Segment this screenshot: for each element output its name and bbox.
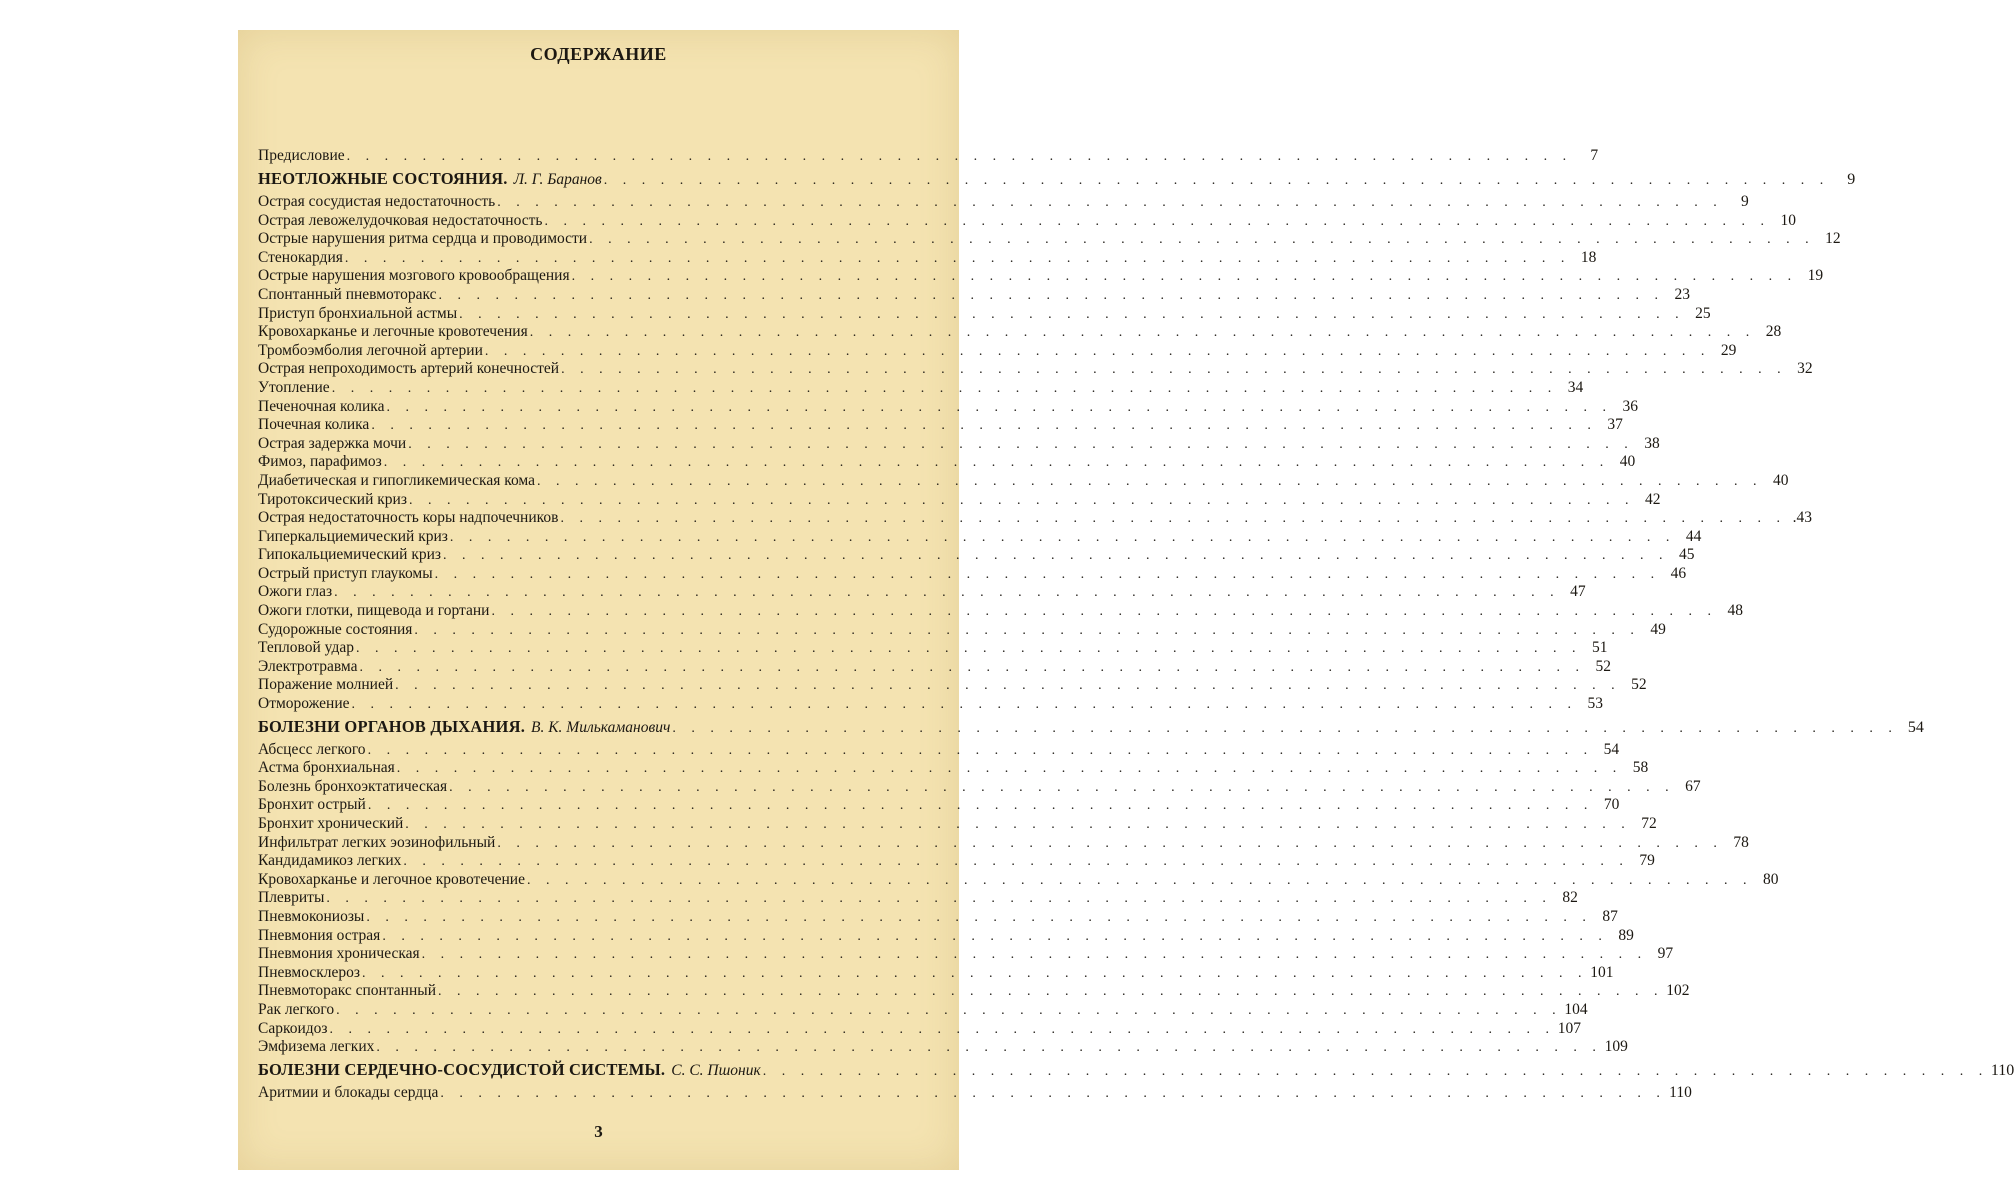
toc-entry-title: Аритмии и блокады сердца — [258, 1083, 439, 1101]
toc-section-heading — [258, 168, 1856, 190]
toc-entry-title: Болезнь бронхоэктатическая — [258, 777, 448, 795]
toc-page-number: 28 — [1765, 323, 1782, 341]
toc-entry — [258, 657, 1611, 677]
toc-entry-title: НЕОТЛОЖНЫЕ СОСТОЯНИЯ. — [258, 169, 508, 188]
toc-section-heading — [258, 716, 1924, 738]
dot-leader: . . . . . . . . . . . . . . . . . . . . . . . . . . . . . . . . . . . . . . . . . . . . . . . . . . . . . . . . . . . . . . . . . — [434, 566, 1661, 582]
toc-entry — [258, 248, 1597, 268]
dot-leader: . . . . . . . . . . . . . . . . . . . . . . . . . . . . . . . . . . . . . . . . . . . . . . . . . . . . . . . . . . . . . . . . . — [449, 779, 1675, 795]
toc-page-number: 12 — [1825, 230, 1841, 248]
toc-entry-title: Предисловие — [258, 147, 345, 164]
toc-page-number: 54 — [1907, 718, 1924, 736]
toc-entry-title: Острая непроходимость артерий конечностей — [258, 360, 560, 378]
toc-entry-title: Кандидамикоз легких — [258, 852, 402, 870]
toc-page-number: 19 — [1807, 267, 1824, 285]
toc-entry-title: Ожоги глаз — [258, 583, 333, 601]
toc-page-number: 36 — [1622, 397, 1638, 415]
dot-leader: . . . . . . . . . . . . . . . . . . . . . . . . . . . . . . . . . . . . . . . . . . . . . . . . . . . . . . . . . . . . . . . . . — [396, 761, 1623, 777]
toc-page-number: 42 — [1644, 490, 1661, 508]
toc-entry-title: Спонтанный пневмоторакс — [258, 285, 437, 303]
toc-entry — [258, 378, 1584, 398]
toc-entry-title: Печеночная колика — [258, 397, 385, 415]
toc-entry-title: Острые нарушения мозгового кровообращения — [258, 267, 570, 285]
dot-leader: . . . . . . . . . . . . . . . . . . . . . . . . . . . . . . . . . . . . . . . . . . . . . . . . . . . . . . . . . . . . . . . . . — [326, 891, 1552, 907]
dot-leader: . . . . . . . . . . . . . . . . . . . . . . . . . . . . . . . . . . . . . . . . . . . . . . . . . . . . . . . . . . . . . . . . . — [561, 362, 1787, 378]
toc-entry — [258, 852, 1655, 871]
toc-entry — [258, 583, 1586, 602]
toc-entry — [258, 833, 1749, 853]
toc-page-number: 104 — [1564, 1000, 1588, 1018]
toc-entry — [258, 676, 1647, 695]
toc-entry-title: Тиротоксический криз — [258, 490, 407, 508]
toc-entry — [258, 323, 1782, 342]
toc-entry — [258, 360, 1813, 379]
toc-entry-title: Саркоидоз — [258, 1019, 328, 1037]
dot-leader: . . . . . . . . . . . . . . . . . . . . . . . . . . . . . . . . . . . . . . . . . . . . . . . . . . . . . . . . . . . . . . . . . — [346, 149, 1573, 164]
dot-leader: . . . . . . . . . . . . . . . . . . . . . . . . . . . . . . . . . . . . . . . . . . . . . . . . . . . . . . . . . . . . . . . . . — [376, 1040, 1602, 1056]
toc-page-number: 110 — [1669, 1083, 1692, 1101]
dot-leader: . . . . . . . . . . . . . . . . . . . . . . . . . . . . . . . . . . . . . . . . . . . . . . . . . . . . . . . . . . . . . . . . . — [672, 720, 1898, 736]
toc-page-number: 79 — [1639, 852, 1655, 870]
toc-page-number: 25 — [1695, 304, 1711, 322]
dot-leader: . . . . . . . . . . . . . . . . . . . . . . . . . . . . . . . . . . . . . . . . . . . . . . . . . . . . . . . . . . . . . . . . . — [355, 641, 1582, 657]
toc-page-number: 51 — [1591, 639, 1608, 657]
dot-leader: . . . . . . . . . . . . . . . . . . . . . . . . . . . . . . . . . . . . . . . . . . . . . . . . . . . . . . . . . . . . . . . . . — [449, 529, 1676, 545]
toc-entry-title: Бронхит хронический — [258, 815, 404, 832]
toc-entry — [258, 926, 1634, 946]
toc-page-number: 40 — [1773, 471, 1789, 489]
toc-entry — [258, 453, 1636, 472]
toc-page-number: 101 — [1590, 963, 1614, 981]
toc-entry — [258, 945, 1674, 964]
toc-page-number: 52 — [1595, 657, 1611, 675]
page-number: 3 — [594, 1122, 603, 1141]
toc-entry-title: Острая недостаточность коры надпочечников — [258, 509, 559, 527]
toc-page-number: 89 — [1618, 926, 1634, 944]
toc-page-number: 107 — [1557, 1019, 1582, 1037]
dot-leader: . . . . . . . . . . . . . . . . . . . . . . . . . . . . . . . . . . . . . . . . . . . . . . . . . . . . . . . . . . . . . . . . . — [459, 306, 1685, 322]
toc-entry-title: Астма бронхиальная — [258, 759, 395, 777]
dot-leader: . . . . . . . . . . . . . . . . . . . . . . . . . . . . . . . . . . . . . . . . . . . . . . . . . . . . . . . . . . . . . . . . . — [362, 965, 1588, 981]
toc-entry — [258, 434, 1660, 454]
toc-entry-title: Инфильтрат легких эозинофильный — [258, 833, 496, 851]
toc-page-number: 80 — [1762, 870, 1779, 888]
toc-page-number: 48 — [1727, 602, 1743, 620]
toc-page-number: 7 — [1590, 147, 1599, 164]
toc-entry-title: БОЛЕЗНИ СЕРДЕЧНО-СОСУДИСТОЙ СИСТЕМЫ. — [258, 1059, 666, 1079]
toc-page-number: 45 — [1679, 546, 1695, 564]
toc-page-number: 67 — [1685, 777, 1701, 795]
toc-section-author: Л. Г. Баранов — [513, 171, 602, 188]
toc-entry-title: Тромбоэмболия легочной артерии — [258, 341, 483, 359]
toc-entry-title: Судорожные состояния — [258, 620, 413, 638]
page-heading: СОДЕРЖАНИЕ — [530, 44, 667, 64]
dot-leader: . . . . . . . . . . . . . . . . . . . . . . . . . . . . . . . . . . . . . . . . . . . . . . . . . . . . . . . . . . . . . . . . . — [367, 742, 1594, 758]
dot-leader: . . . . . . . . . . . . . . . . . . . . . . . . . . . . . . . . . . . . . . . . . . . . . . . . . . . . . . . . . . . . . . . . . — [329, 1021, 1556, 1037]
dot-leader: . . . . . . . . . . . . . . . . . . . . . . . . . . . . . . . . . . . . . . . . . . . . . . . . . . . . . . . . . . . . . . . . . — [443, 548, 1669, 564]
dot-leader: . . . . . . . . . . . . . . . . . . . . . . . . . . . . . . . . . . . . . . . . . . . . . . . . . . . . . . . . . . . . . . . . . — [560, 511, 1786, 527]
toc-entry-title: Ожоги глотки, пищевода и гортани — [258, 602, 490, 620]
toc-entry — [258, 1083, 1692, 1103]
dot-leader: . . . . . . . . . . . . . . . . . . . . . . . . . . . . . . . . . . . . . . . . . . . . . . . . . . . . . . . . . . . . . . . . . — [351, 697, 1577, 713]
toc-entry — [258, 564, 1687, 584]
dot-leader: . . . . . . . . . . . . . . . . . . . . . . . . . . . . . . . . . . . . . . . . . . . . . . . . . . . . . . . . . . . . . . . . . — [405, 817, 1631, 832]
toc-entry — [258, 285, 1691, 305]
toc-page-number: 34 — [1567, 378, 1584, 396]
toc-entry-title: Гиперкальциемический криз — [258, 527, 448, 545]
toc-entry — [258, 907, 1618, 927]
toc-entry — [258, 416, 1623, 435]
toc-entry — [258, 815, 1657, 834]
dot-leader: . . . . . . . . . . . . . . . . . . . . . . . . . . . . . . . . . . . . . . . . . . . . . . . . . . . . . . . . . . . . . . . . . — [526, 872, 1753, 888]
toc-page-number: 40 — [1619, 453, 1636, 471]
toc-entry-title: Острая левожелудочковая недостаточность — [258, 211, 543, 229]
toc-page-number: 102 — [1666, 982, 1690, 1000]
dot-leader: . . . . . . . . . . . . . . . . . . . . . . . . . . . . . . . . . . . . . . . . . . . . . . . . . . . . . . . . . . . . . . . . . — [438, 984, 1664, 1000]
toc-entry — [258, 1000, 1588, 1020]
toc-page-number: 97 — [1657, 945, 1674, 963]
toc-entry — [258, 777, 1701, 797]
dot-leader: . . . . . . . . . . . . . . . . . . . . . . . . . . . . . . . . . . . . . . . . . . . . . . . . . . . . . . . . . . . . . . . . . — [386, 399, 1612, 415]
toc-entry-title: Стенокардия — [258, 248, 343, 266]
dot-leader: . . . . . . . . . . . . . . . . . . . . . . . . . . . . . . . . . . . . . . . . . . . . . . . . . . . . . . . . . . . . . . . . . — [367, 798, 1594, 814]
toc-entry — [258, 230, 1841, 249]
dot-leader: . . . . . . . . . . . . . . . . . . . . . . . . . . . . . . . . . . . . . . . . . . . . . . . . . . . . . . . . . . . . . . . . . — [440, 1085, 1666, 1101]
dot-leader: . . . . . . . . . . . . . . . . . . . . . . . . . . . . . . . . . . . . . . . . . . . . . . . . . . . . . . . . . . . . . . . . . — [395, 678, 1621, 694]
toc-entry — [258, 146, 1599, 166]
dot-leader: . . . . . . . . . . . . . . . . . . . . . . . . . . . . . . . . . . . . . . . . . . . . . . . . . . . . . . . . . . . . . . . . . — [438, 287, 1665, 303]
toc-entry-title: Фимоз, парафимоз — [258, 453, 382, 471]
dot-leader: . . . . . . . . . . . . . . . . . . . . . . . . . . . . . . . . . . . . . . . . . . . . . . . . . . . . . . . . . . . . . . . . . — [421, 947, 1648, 963]
dot-leader: . . . . . . . . . . . . . . . . . . . . . . . . . . . . . . . . . . . . . . . . . . . . . . . . . . . . . . . . . . . . . . . . . — [414, 622, 1640, 638]
dot-leader: . . . . . . . . . . . . . . . . . . . . . . . . . . . . . . . . . . . . . . . . . . . . . . . . . . . . . . . . . . . . . . . . . — [336, 1002, 1562, 1018]
dot-leader: . . . . . . . . . . . . . . . . . . . . . . . . . . . . . . . . . . . . . . . . . . . . . . . . . . . . . . . . . . . . . . . . . — [762, 1063, 1989, 1079]
toc-entry-title: Утопление — [258, 378, 330, 396]
toc-entry — [258, 267, 1824, 286]
toc-entry — [258, 740, 1620, 760]
toc-entry — [258, 1019, 1582, 1039]
toc-entry — [258, 889, 1578, 908]
dot-leader: . . . . . . . . . . . . . . . . . . . . . . . . . . . . . . . . . . . . . . . . . . . . . . . . . . . . . . . . . . . . . . . . . — [537, 473, 1763, 489]
toc-page-number: 47 — [1570, 583, 1586, 601]
dot-leader: . . . . . . . . . . . . . . . . . . . . . . . . . . . . . . . . . . . . . . . . . . . . . . . . . . . . . . . . . . . . . . . . . — [529, 325, 1756, 341]
toc-page-number: 29 — [1720, 341, 1737, 359]
dot-leader: . . . . . . . . . . . . . . . . . . . . . . . . . . . . . . . . . . . . . . . . . . . . . . . . . . . . . . . . . . . . . . . . . — [382, 928, 1608, 944]
toc-page-number: 78 — [1733, 833, 1749, 851]
dot-leader: . . . . . . . . . . . . . . . . . . . . . . . . . . . . . . . . . . . . . . . . . . . . . . . . . . . . . . . . . . . . . . . . . — [331, 380, 1558, 396]
toc-section-heading — [258, 1059, 2014, 1081]
dot-leader: . . . . . . . . . . . . . . . . . . . . . . . . . . . . . . . . . . . . . . . . . . . . . . . . . . . . . . . . . . . . . . . . . — [544, 213, 1770, 229]
toc-page-number: 44 — [1685, 527, 1702, 545]
dot-leader: . . . . . . . . . . . . . . . . . . . . . . . . . . . . . . . . . . . . . . . . . . . . . . . . . . . . . . . . . . . . . . . . . — [383, 455, 1610, 471]
toc-page-number: 58 — [1632, 759, 1649, 777]
toc-entry — [258, 796, 1620, 815]
dot-leader: . . . . . . . . . . . . . . . . . . . . . . . . . . . . . . . . . . . . . . . . . . . . . . . . . . . . . . . . . . . . . . . . . — [366, 909, 1592, 925]
toc-entry-title: Бронхит острый — [258, 796, 366, 814]
toc-entry — [258, 193, 1749, 212]
toc-entry — [258, 471, 1789, 491]
dot-leader: . . . . . . . . . . . . . . . . . . . . . . . . . . . . . . . . . . . . . . . . . . . . . . . . . . . . . . . . . . . . . . . . . — [497, 195, 1723, 210]
toc-page-number: 46 — [1670, 564, 1687, 582]
toc-page-number: 32 — [1797, 360, 1813, 378]
toc-entry — [258, 341, 1737, 361]
toc-entry — [258, 397, 1638, 417]
dot-leader: . . . . . . . . . . . . . . . . . . . . . . . . . . . . . . . . . . . . . . . . . . . . . . . . . . . . . . . . . . . . . . . . . — [603, 173, 1830, 188]
table-of-contents — [258, 146, 2014, 1102]
toc-entry — [258, 695, 1603, 714]
toc-entry — [258, 490, 1661, 510]
toc-entry-title: Тепловой удар — [258, 639, 354, 657]
toc-section-author: С. С. Пшоник — [671, 1061, 761, 1079]
toc-entry-title: БОЛЕЗНИ ОРГАНОВ ДЫХАНИЯ. — [258, 716, 526, 736]
dot-leader: . . . . . . . . . . . . . . . . . . . . . . . . . . . . . . . . . . . . . . . . . . . . . . . . . . . . . . . . . . . . . . . . . — [571, 269, 1798, 285]
dot-leader: . . . . . . . . . . . . . . . . . . . . . . . . . . . . . . . . . . . . . . . . . . . . . . . . . . . . . . . . . . . . . . . . . — [491, 604, 1717, 620]
toc-entry — [258, 527, 1702, 547]
toc-entry-title: Приступ бронхиальной астмы — [258, 304, 458, 322]
toc-page-number: 72 — [1641, 815, 1657, 832]
toc-entry — [258, 870, 1779, 890]
toc-section-author: В. К. Милькаманович — [531, 718, 671, 736]
toc-entry — [258, 211, 1796, 231]
toc-entry-title: Кровохарканье и легочные кровотечения — [258, 323, 528, 341]
toc-page-number: 10 — [1780, 211, 1796, 229]
toc-page-number: 53 — [1587, 695, 1603, 713]
dot-leader: . . . . . . . . . . . . . . . . . . . . . . . . . . . . . . . . . . . . . . . . . . . . . . . . . . . . . . . . . . . . . . . . . — [403, 854, 1629, 870]
toc-entry — [258, 304, 1711, 324]
toc-page-number: .43 — [1792, 509, 1812, 527]
toc-entry-title: Острая задержка мочи — [258, 434, 407, 452]
dot-leader: . . . . . . . . . . . . . . . . . . . . . . . . . . . . . . . . . . . . . . . . . . . . . . . . . . . . . . . . . . . . . . . . . — [589, 232, 1815, 248]
toc-page-number: 87 — [1602, 907, 1618, 925]
toc-entry-title: Электротравма — [258, 657, 358, 675]
toc-entry-title: Плевриты — [258, 889, 325, 907]
toc-page-number: 52 — [1631, 676, 1647, 694]
toc-entry-title: Острый приступ глаукомы — [258, 564, 433, 582]
toc-entry — [258, 982, 1690, 1001]
dot-leader: . . . . . . . . . . . . . . . . . . . . . . . . . . . . . . . . . . . . . . . . . . . . . . . . . . . . . . . . . . . . . . . . . — [408, 492, 1635, 508]
toc-entry-title: Пневмония хроническая — [258, 945, 420, 963]
toc-page-number: 9 — [1740, 193, 1749, 210]
toc-page-number: 9 — [1847, 171, 1856, 188]
toc-page-number: 38 — [1644, 434, 1660, 452]
toc-entry-title: Поражение молнией — [258, 676, 394, 694]
dot-leader: . . . . . . . . . . . . . . . . . . . . . . . . . . . . . . . . . . . . . . . . . . . . . . . . . . . . . . . . . . . . . . . . . — [408, 436, 1634, 452]
toc-entry — [258, 759, 1649, 778]
toc-entry-title: Острая сосудистая недостаточность — [258, 193, 496, 210]
toc-entry-title: Пневмокониозы — [258, 907, 365, 925]
toc-entry-title: Кровохарканье и легочное кровотечение — [258, 870, 525, 888]
toc-entry — [258, 509, 1812, 528]
toc-entry-title: Отморожение — [258, 695, 350, 713]
toc-entry — [258, 602, 1743, 621]
dot-leader: . . . . . . . . . . . . . . . . . . . . . . . . . . . . . . . . . . . . . . . . . . . . . . . . . . . . . . . . . . . . . . . . . — [484, 343, 1711, 359]
toc-entry — [258, 1038, 1628, 1057]
dot-leader: . . . . . . . . . . . . . . . . . . . . . . . . . . . . . . . . . . . . . . . . . . . . . . . . . . . . . . . . . . . . . . . . . — [497, 835, 1723, 851]
toc-entry-title: Гипокальциемический криз — [258, 546, 442, 564]
toc-page-number: 82 — [1562, 889, 1578, 907]
toc-entry-title: Почечная колика — [258, 416, 370, 434]
toc-entry-title: Абсцесс легкого — [258, 740, 366, 758]
toc-page-number: 70 — [1603, 796, 1620, 814]
toc-entry-title: Рак легкого — [258, 1000, 335, 1018]
toc-entry-title: Диабетическая и гипогликемическая кома — [258, 471, 535, 489]
toc-page-number: 37 — [1607, 416, 1623, 434]
toc-entry-title: Пневмония острая — [258, 926, 381, 944]
dot-leader: . . . . . . . . . . . . . . . . . . . . . . . . . . . . . . . . . . . . . . . . . . . . . . . . . . . . . . . . . . . . . . . . . — [334, 585, 1560, 601]
dot-leader: . . . . . . . . . . . . . . . . . . . . . . . . . . . . . . . . . . . . . . . . . . . . . . . . . . . . . . . . . . . . . . . . . — [359, 659, 1585, 675]
toc-page-number: 109 — [1604, 1038, 1628, 1056]
toc-page-number: 18 — [1580, 248, 1597, 266]
dot-leader: . . . . . . . . . . . . . . . . . . . . . . . . . . . . . . . . . . . . . . . . . . . . . . . . . . . . . . . . . . . . . . . . . — [371, 418, 1597, 434]
toc-entry — [258, 620, 1666, 640]
toc-page-number: 49 — [1650, 620, 1666, 638]
book-page — [238, 30, 2014, 1170]
toc-entry — [258, 963, 1614, 983]
toc-page-number: 54 — [1603, 740, 1620, 758]
toc-entry-title: Эмфизема легких — [258, 1038, 375, 1056]
toc-entry-title: Острые нарушения ритма сердца и проводимости — [258, 230, 588, 248]
dot-leader: . . . . . . . . . . . . . . . . . . . . . . . . . . . . . . . . . . . . . . . . . . . . . . . . . . . . . . . . . . . . . . . . . — [344, 250, 1571, 266]
toc-entry-title: Пневмоторакс спонтанный — [258, 982, 436, 1000]
toc-entry-title: Пневмосклероз — [258, 963, 361, 981]
toc-entry — [258, 546, 1695, 565]
toc-entry — [258, 639, 1608, 658]
toc-page-number: 23 — [1674, 285, 1691, 303]
toc-page-number: 110 — [1990, 1061, 2014, 1079]
